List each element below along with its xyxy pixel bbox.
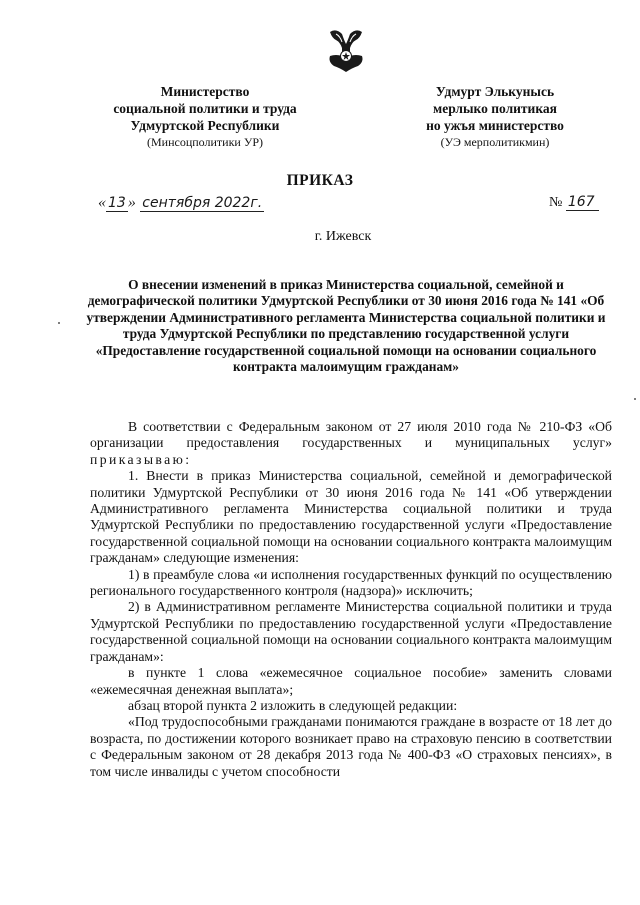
body-paragraph-1: 1. Внести в приказ Министерства социальной, семейной и демографической политики Удмуртской Республики от 30 июня 2016 года № 141 «Об утверждении Административного регламента Министерства социальной политики и труда Удмуртской Республики по предоставлению государственной услуги «Предоставление государственной социальной помощи на основании социального контракта малоимущим гражданам» следующие изменения: xyxy=(90,468,612,566)
number-prefix: № xyxy=(549,195,563,210)
date-day: 13 xyxy=(108,195,126,211)
date-month-year: сентября 2022г. xyxy=(142,195,263,211)
ministry-name-ru-line3: Удмуртской Республики xyxy=(130,118,280,133)
ministry-name-udm-line2: мерлыко политикая xyxy=(433,101,557,116)
ministry-abbr-udm: (УЭ мерполитикмин) xyxy=(440,135,550,149)
number-value: 167 xyxy=(566,194,599,211)
order-body xyxy=(90,419,612,780)
ministry-abbr-ru: (Минсоцполитики УР) xyxy=(146,135,263,149)
order-title: ПРИКАЗ xyxy=(286,172,354,189)
body-paragraph-3: 2) в Административном регламенте Министерства социальной политики и труда Удмуртской Республики по предоставлению государственной услуги «Предоставление государственной социальной помощи на основании социального контракта малоимущим гражданам»: xyxy=(90,599,612,664)
ministry-name-ru-line2: социальной политики и труда xyxy=(113,101,297,116)
scan-speck xyxy=(634,398,636,400)
order-subject: О внесении изменений в приказ Министерства социальной, семейной и демографической политики Удмуртской Республики от 30 июня 2016 года № 141 «Об утверждении Административного регламента Министерства социальной политики и труда Удмуртской Республики по представлению государственной услуги «Предоставление государственной социальной помощи на основании социального контракта малоимущим гражданам» xyxy=(86,277,606,375)
ministry-name-ru-line1: Министерство xyxy=(160,84,250,99)
ministry-name-udm-line3: но ужъя министерство xyxy=(426,118,564,133)
date-open-quote: « xyxy=(98,194,106,211)
coat-of-arms-icon xyxy=(322,26,370,76)
order-date xyxy=(98,194,264,212)
header-left-block xyxy=(95,83,315,151)
body-orders-word: приказываю: xyxy=(90,451,192,467)
ministry-name-udm-line1: Удмурт Элькунысь xyxy=(435,84,555,99)
body-paragraph-2: 1) в преамбуле слова «и исполнения государственных функций по осуществлению регионального государственного контроля (надзора)» исключить; xyxy=(90,566,612,599)
scan-speck xyxy=(58,322,60,324)
body-paragraph-5: абзац второй пункта 2 изложить в следующей редакции: xyxy=(128,697,458,713)
body-intro-text: В соответствии с Федеральным законом от 27 июля 2010 года № 210-ФЗ «Об организации предоставления государственных и муниципальных услуг» xyxy=(90,419,612,451)
order-number xyxy=(549,194,599,211)
body-paragraph-6: «Под трудоспособными гражданами понимаются граждане в возрасте от 18 лет до возраста, по достижении которого возникает право на страховую пенсию в соответствии с Федеральным законом от 28 декабря 2013 года № 400-ФЗ «О страховых пенсиях», в том числе инвалиды с учетом способности xyxy=(90,714,612,779)
date-close-quote: » xyxy=(127,194,136,211)
body-paragraph-4: в пункте 1 слова «ежемесячное социальное пособие» заменить словами «ежемесячная денежная выплата»; xyxy=(90,665,612,697)
city: г. Ижевск xyxy=(314,229,372,244)
body-intro xyxy=(90,419,612,468)
header-right-block xyxy=(385,83,605,151)
